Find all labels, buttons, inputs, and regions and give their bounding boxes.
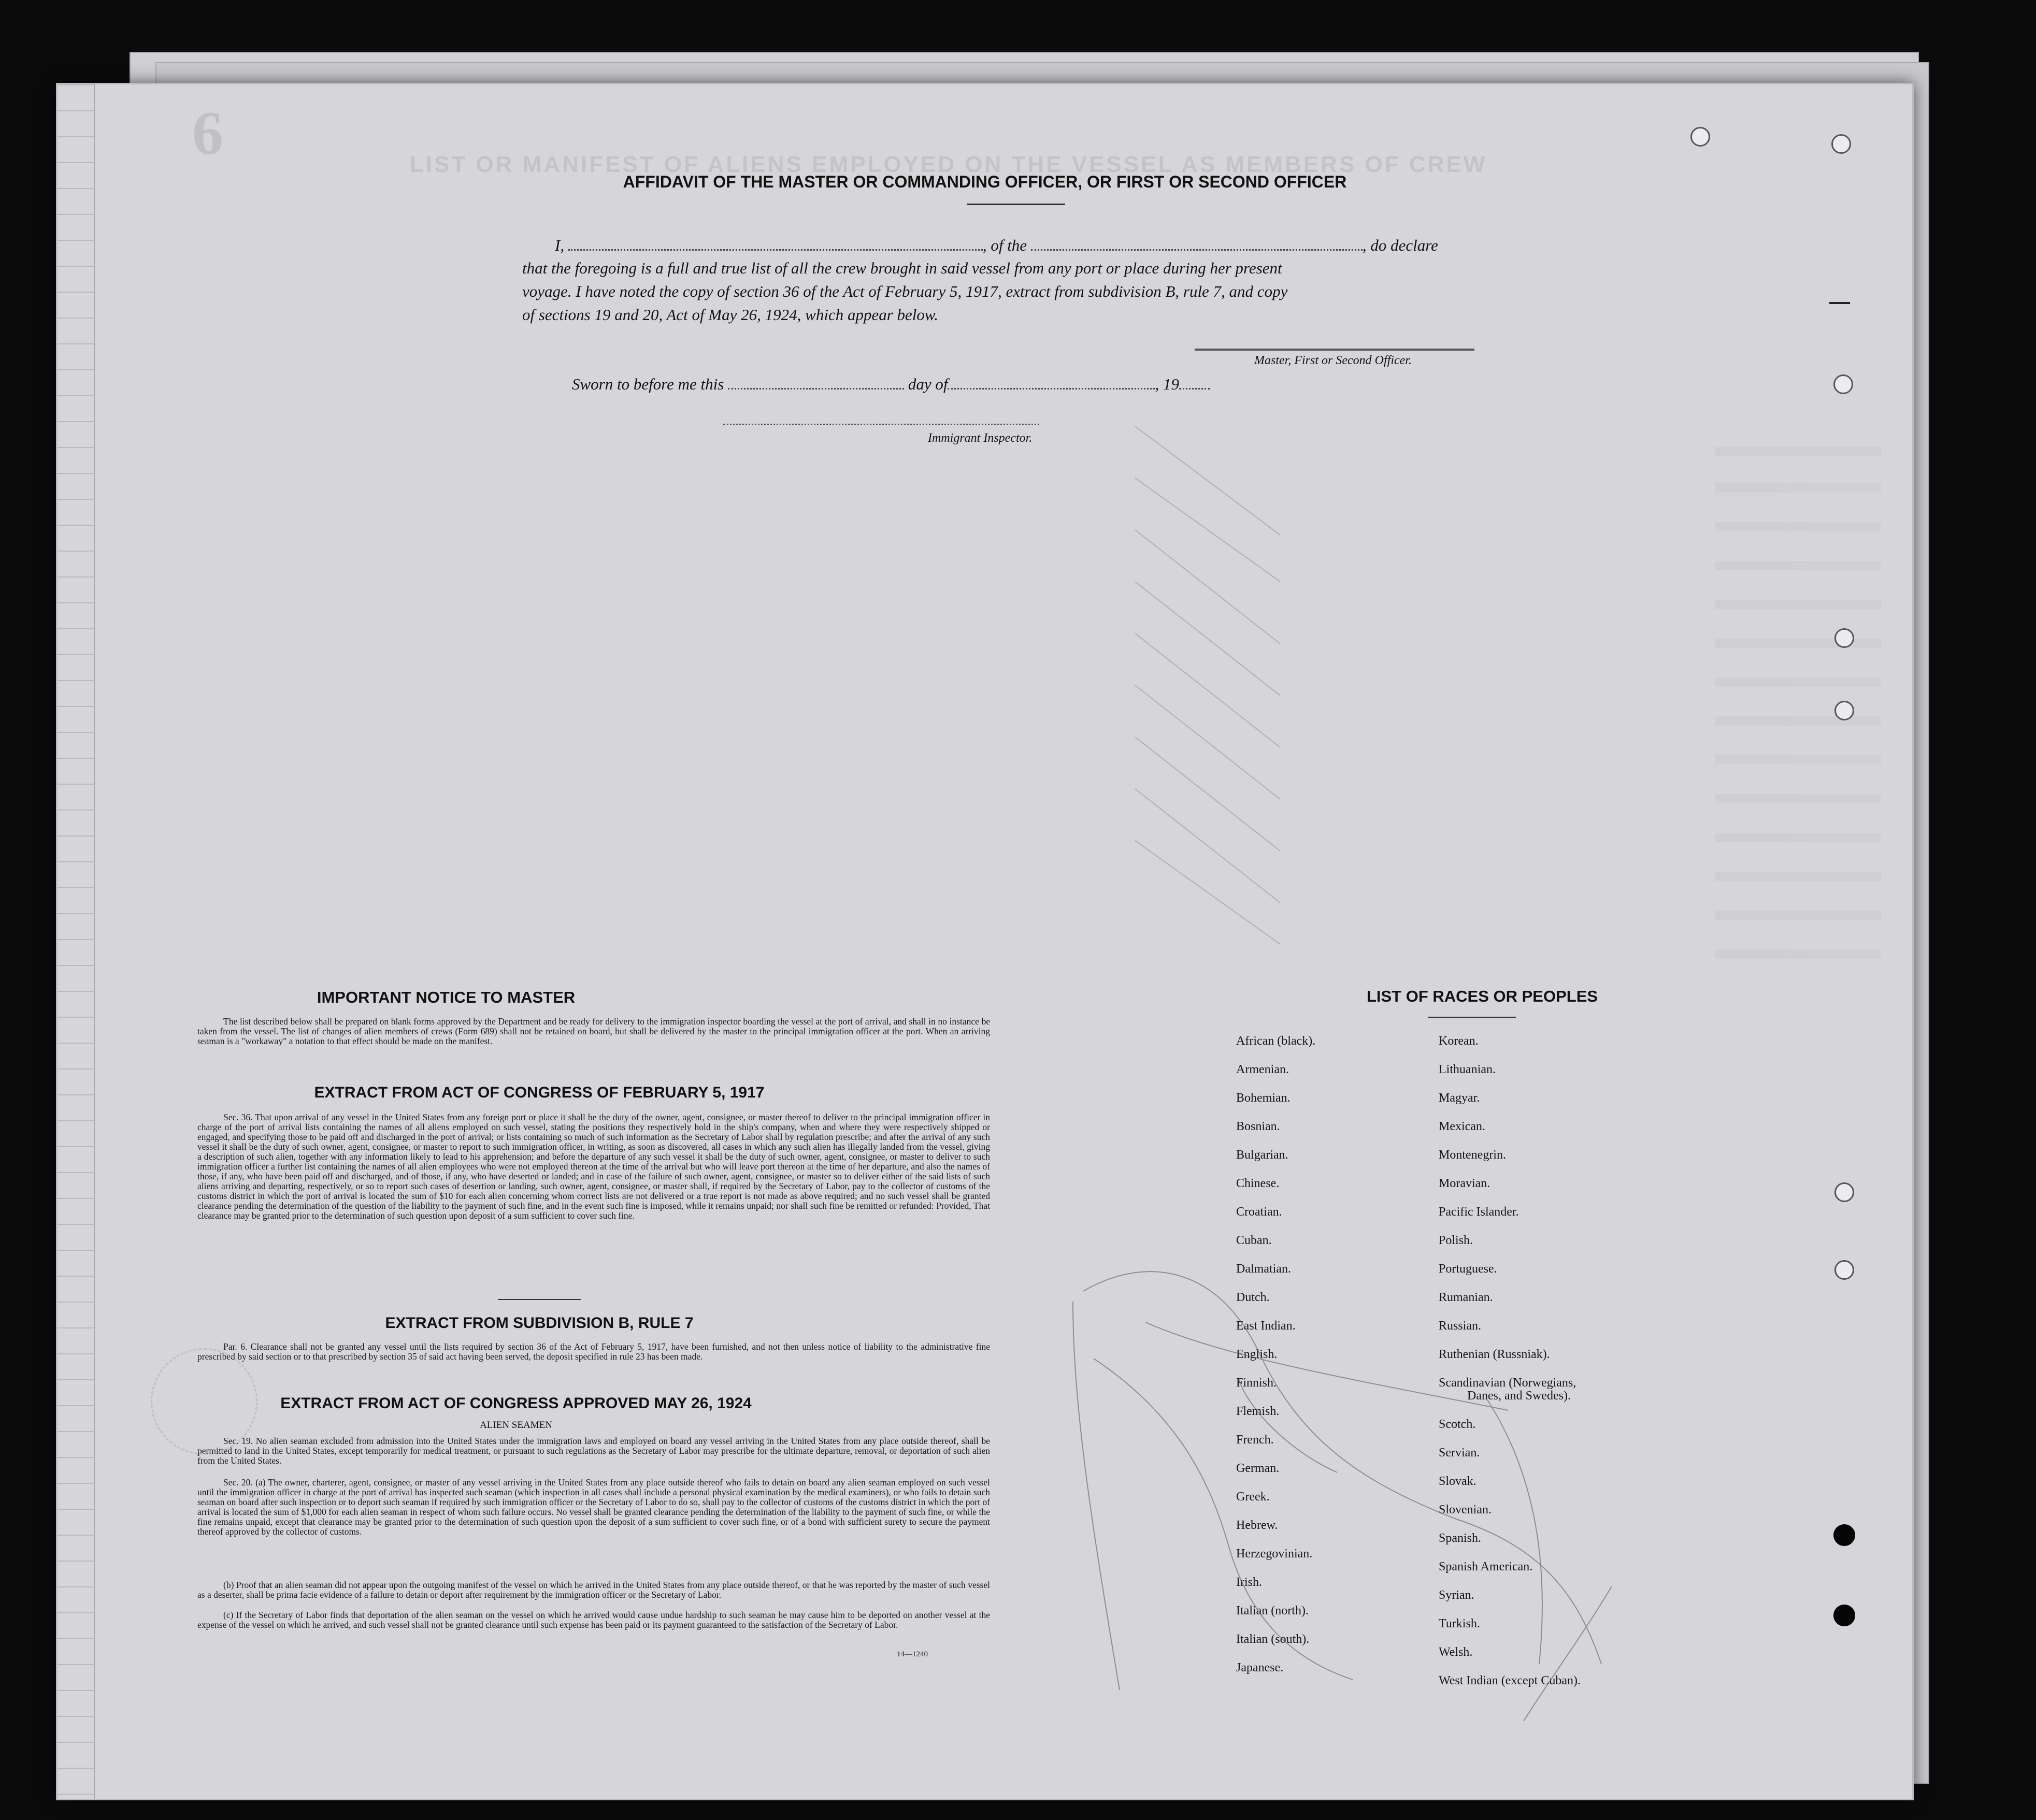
race-item: Turkish. <box>1439 1617 1480 1630</box>
notice-text: The list described below shall be prepared on blank forms approved by the Department and be ready for delivery to the immigration inspector boarding the vessel at the port of arrival, and shall in no instance be taken from the vessel. The list of changes of alien members of crews (Form 689) shall not be retained on board, but shall be delivered by the master to the principal immigration officer at the port. When an arriving seaman is a "workaway" a notation to that effect should be made on the manifest. <box>197 1016 990 1046</box>
race-item: Cuban. <box>1236 1234 1272 1247</box>
race-item: African (black). <box>1236 1034 1316 1048</box>
race-item: Greek. <box>1236 1490 1270 1504</box>
section-20b-text: (b) Proof that an alien seaman did not appear upon the outgoing manifest of the vessel on which he arrived in the United States from any place outside thereof, or that he was reported by the master of such vessel as a deserter, shall be prima facie evidence of a failure to detain or deport after requirement by the immigration officer or the Secretary of Labor. <box>197 1580 990 1600</box>
race-item: Dutch. <box>1236 1291 1270 1304</box>
section-19-text: Sec. 19. No alien seaman excluded from admission into the United States under the immigration laws and employed on board any vessel arriving in the United States from any place outside thereof, shall be permitted to land in the United States, except temporarily for medical treatment, or pursuant to such regulations as the Secretary of Labor may prescribe for the ultimate departure, removal, or deportation of such alien from the United States. <box>197 1436 990 1466</box>
race-item: Scotch. <box>1439 1418 1476 1431</box>
document-page <box>56 83 1914 1800</box>
alien-seamen-subtitle: ALIEN SEAMEN <box>480 1420 552 1431</box>
bleed-through-header: LIST OR MANIFEST OF ALIENS EMPLOYED ON THE VESSEL AS MEMBERS OF CREW <box>410 152 1487 177</box>
race-item: Moravian. <box>1439 1177 1490 1190</box>
race-item: Russian. <box>1439 1319 1482 1333</box>
inspector-signature-label: Immigrant Inspector. <box>928 431 1033 445</box>
race-item: Bosnian. <box>1236 1120 1280 1133</box>
race-item: Servian. <box>1439 1446 1480 1460</box>
affidavit-i: I, <box>555 236 565 254</box>
race-item: Scandinavian (Norwegians, <box>1439 1376 1576 1390</box>
inspector-signature-line <box>723 424 1039 425</box>
extract-1917-rule <box>498 1299 581 1300</box>
race-item: Lithuanian. <box>1439 1063 1496 1076</box>
race-item: Syrian. <box>1439 1588 1474 1602</box>
section-20c-text: (c) If the Secretary of Labor finds that deportation of the alien seaman on the vessel on which he arrived would cause undue hardship to such seaman he may cause him to be deported on another vessel at the expense of the vessel on which he arrived, and such vessel shall not be granted clearance until such expense has been paid or its payment guaranteed to the satisfaction of the Secretary of Labor. <box>197 1610 990 1630</box>
race-item: Armenian. <box>1236 1063 1289 1076</box>
sworn-line <box>572 374 1210 394</box>
affidavit-line-1 <box>555 236 1438 255</box>
punch-hole <box>1834 1182 1854 1202</box>
race-item: Hebrew. <box>1236 1519 1278 1532</box>
punch-hole-dark <box>1833 1605 1855 1626</box>
race-item: Spanish. <box>1439 1532 1482 1545</box>
race-item: Ruthenian (Russniak). <box>1439 1348 1550 1361</box>
race-item: French. <box>1236 1433 1274 1447</box>
affidavit-line-3: voyage. I have noted the copy of section 36 of the Act of February 5, 1917, extract from subdivision B, rule 7, and copy <box>522 282 1288 300</box>
year-blank <box>1179 374 1210 389</box>
races-title: LIST OF RACES OR PEOPLES <box>1366 987 1598 1005</box>
affidavit-title: AFFIDAVIT OF THE MASTER OR COMMANDING OFFICER, OR FIRST OR SECOND OFFICER <box>623 172 1347 191</box>
race-item: Croatian. <box>1236 1205 1282 1219</box>
race-item: Finnish. <box>1236 1376 1277 1390</box>
section-20a-text: Sec. 20. (a) The owner, charterer, agent, consignee, or master of any vessel arriving in the United States from any place outside thereof who fails to detain on board any alien seaman employed on such vessel until the immigration officer in charge at the port of arrival has inspected such seaman (which inspection in all cases shall include a personal physical examination by the medical examiners), or who fails to detain such seaman on board after such inspection or to deport such seaman if required by such immigration officer or the Secretary of Labor to do so, shall pay to the collector of customs of the customs district in which the port of arrival is located the sum of $1,000 for each alien seaman in respect of whom such failure occurs. No vessel shall be granted clearance pending the determination of the liability to the payment of such fine, or while the fine remains unpaid, except that clearance may be granted prior to the determination of such question upon the deposit of a sum sufficient to cover such fine, or of a bond with sufficient surety to secure the payment thereof approved by the collector of customs. <box>197 1477 990 1537</box>
affidavit-of-the: , of the <box>982 236 1027 254</box>
races-rule <box>1428 1017 1516 1018</box>
race-item: Bohemian. <box>1236 1091 1291 1105</box>
bleed-through-mark: 6 <box>192 98 223 167</box>
punch-hole <box>1831 134 1851 154</box>
race-item: Japanese. <box>1236 1661 1284 1674</box>
race-item: Bulgarian. <box>1236 1148 1288 1162</box>
punch-hole <box>1833 374 1853 394</box>
sworn-text: Sworn to before me this <box>572 375 724 393</box>
punch-hole <box>1834 1260 1854 1280</box>
punch-hole <box>1834 628 1854 648</box>
race-item: West Indian (except Cuban). <box>1439 1674 1581 1687</box>
races-right-column <box>1439 1027 1581 1695</box>
form-number: 14—1240 <box>897 1650 928 1658</box>
race-item: Rumanian. <box>1439 1291 1493 1304</box>
race-item: Herzegovinian. <box>1236 1547 1313 1561</box>
race-item: Chinese. <box>1236 1177 1280 1190</box>
race-item: Magyar. <box>1439 1091 1480 1105</box>
race-item: Slovenian. <box>1439 1503 1492 1516</box>
year-text: , 19 <box>1155 375 1179 393</box>
binder-tab-mark <box>1829 302 1850 304</box>
race-item: Montenegrin. <box>1439 1148 1506 1162</box>
sworn-day-blank <box>728 374 904 389</box>
race-item: Italian (north). <box>1236 1604 1309 1617</box>
affidavit-line-4: of sections 19 and 20, Act of May 26, 1924, which appear below. <box>522 306 939 324</box>
race-item: Polish. <box>1439 1234 1473 1247</box>
race-item: Dalmatian. <box>1236 1262 1291 1276</box>
punch-hole <box>1690 127 1710 147</box>
races-left-column <box>1236 1027 1315 1682</box>
race-item: Pacific Islander. <box>1439 1205 1519 1219</box>
affidavit-declare: , do declare <box>1362 236 1438 254</box>
day-of-text: day of <box>908 375 948 393</box>
subdivision-title: EXTRACT FROM SUBDIVISION B, RULE 7 <box>385 1315 694 1332</box>
affidavit-line-2: that the foregoing is a full and true list of all the crew brought in said vessel from any port or place during her present <box>522 259 1282 277</box>
notice-title: IMPORTANT NOTICE TO MASTER <box>317 988 576 1006</box>
punch-hole <box>1834 701 1854 720</box>
race-item: Slovak. <box>1439 1475 1476 1488</box>
vessel-blank <box>1031 236 1363 251</box>
race-item: Flemish. <box>1236 1405 1280 1418</box>
master-signature-label: Master, First or Second Officer. <box>1254 354 1412 367</box>
race-item: English. <box>1236 1348 1278 1361</box>
race-item: Welsh. <box>1439 1645 1473 1659</box>
race-item: Danes, and Swedes). <box>1467 1389 1571 1403</box>
race-item: Italian (south). <box>1236 1633 1310 1646</box>
race-item: East Indian. <box>1236 1319 1296 1333</box>
race-item: Mexican. <box>1439 1120 1485 1133</box>
master-signature-line <box>1195 349 1474 351</box>
race-item: Spanish American. <box>1439 1560 1533 1573</box>
name-blank <box>568 236 983 251</box>
pencil-scribbles <box>58 84 1912 1799</box>
subdivision-text: Par. 6. Clearance shall not be granted any vessel until the lists required by section 36 of the Act of February 5, 1917, have been furnished, and not then unless notice of liability to the administrative fine prescribed by said section or to that prescribed by section 35 of said act having been served, the deposit specified in rule 23 has been made. <box>197 1341 990 1362</box>
sworn-month-blank <box>948 374 1155 389</box>
extract-1917-text: Sec. 36. That upon arrival of any vessel in the United States from any foreign port or place it shall be the duty of the owner, agent, consignee, or master thereof to deliver to the principal immigration officer in charge of the port of arrival lists containing the names of all aliens employed on such vessel, stating the positions they respectively hold in the ship's company, when and where they were respectively shipped or engaged, and specifying those to be paid off and discharged in the port of arrival; or lists containing so much of such information as the Secretary of Labor shall by regulation prescribe; and after the arrival of any such vessel it shall be the duty of such owner, agent, consignee, or master to report to such immigration officer, in writing, as soon as discovered, all cases in which any such alien has illegally landed from the vessel, giving a description of such alien, together with any information likely to lead to his apprehension; and before the departure of any such vessel it shall be the duty of such owner, agent, consignee, or master to deliver to such immigration officer a further list containing the names of all alien employees who were not employed thereon at the time of the arrival but who will leave port thereon at the time of her departure, and also the names of those, if any, who have been paid off and discharged, and of those, if any, who have deserted or landed; and in case of the failure of such owner, agent, consignee, or master so to deliver either of the said lists of such aliens arriving and departing, respectively, or so to report such cases of desertion or landing, such owner, agent, consignee, or master shall, if required by the Secretary of Labor, pay to the collector of customs of the customs district in which the port of arrival is located the sum of $10 for each alien concerning whom correct lists are not delivered or a true report is not made as above required; and no such vessel shall be granted clearance pending the determination of the question of the liability to the payment of such fine, and in the event such fine is imposed, while it remains unpaid; nor shall such fine be remitted or refunded: Provided, That clearance may be granted prior to the determination of such question upon deposit of a sum sufficient to cover such fine. <box>197 1112 990 1221</box>
race-item: German. <box>1236 1462 1280 1475</box>
extract-1917-title: EXTRACT FROM ACT OF CONGRESS OF FEBRUARY 5, 1917 <box>314 1084 765 1101</box>
faint-stamp <box>151 1348 257 1455</box>
affidavit-rule <box>967 204 1065 205</box>
race-item: Korean. <box>1439 1034 1479 1048</box>
left-grid-margin <box>58 84 95 1799</box>
race-item: Portuguese. <box>1439 1262 1497 1276</box>
race-item: Irish. <box>1236 1576 1262 1589</box>
extract-1924-title: EXTRACT FROM ACT OF CONGRESS APPROVED MAY 26, 1924 <box>280 1395 752 1412</box>
punch-hole-dark <box>1833 1524 1855 1546</box>
